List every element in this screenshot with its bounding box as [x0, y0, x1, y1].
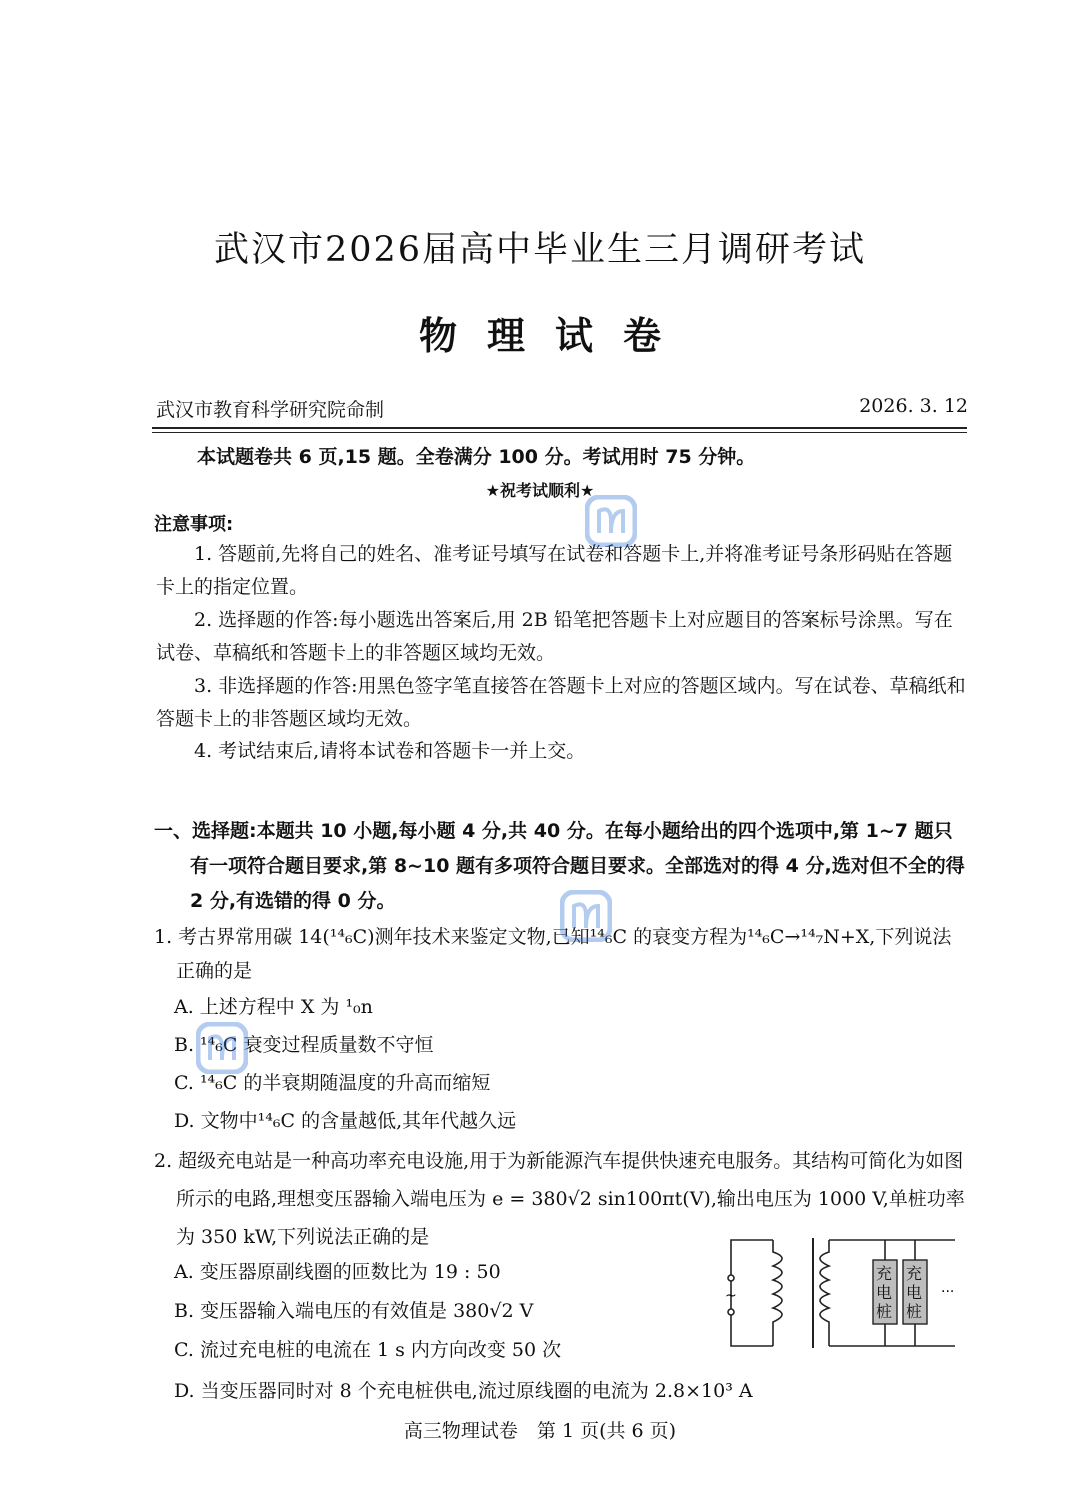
q2-option-d: D. 当变压器同时对 8 个充电桩供电,流过原线圈的电流为 2.8×10³ A — [174, 1380, 753, 1402]
q1-option-a: A. 上述方程中 X 为 ¹₀n — [174, 996, 373, 1018]
good-luck: ★祝考试顺利★ — [485, 481, 595, 500]
input-terminal — [728, 1275, 734, 1281]
note-3: 3. 非选择题的作答:用黑色签字笔直接答在答题卡上对应的答题区域内。写在试卷、草稿纸和答题卡上的非答题区域均无效。 — [156, 675, 966, 730]
issuer: 武汉市教育科学研究院命制 — [156, 399, 385, 421]
q2-option-b: B. 变压器输入端电压的有效值是 380√2 V — [174, 1300, 534, 1322]
more-piles-ellipsis: ··· — [941, 1284, 955, 1300]
q1-option-d: D. 文物中¹⁴₆C 的含量越低,其年代越久远 — [174, 1110, 517, 1132]
page-footer: 高三物理试卷 第 1 页(共 6 页) — [403, 1420, 677, 1442]
q1-option-c: C. ¹⁴₆C 的半衰期随温度的升高而缩短 — [174, 1072, 491, 1094]
subject-title: 物理试卷 — [418, 313, 691, 358]
note-2: 2. 选择题的作答:每小题选出答案后,用 2B 铅笔把答题卡上对应题目的答案标号涂黑。写在试卷、草稿纸和答题卡上的非答题区域均无效。 — [156, 609, 953, 664]
watermark-logo-icon — [585, 495, 637, 551]
charging-pile-2-label: 充电桩 — [906, 1264, 923, 1321]
secondary-coil — [820, 1240, 829, 1346]
q2-option-c: C. 流过充电桩的电流在 1 s 内方向改变 50 次 — [174, 1339, 562, 1361]
exam-info: 本试题卷共 6 页,15 题。全卷满分 100 分。考试用时 75 分钟。 — [197, 446, 756, 468]
q2-option-a: A. 变压器原副线圈的匝数比为 19 : 50 — [174, 1261, 501, 1283]
primary-coil — [773, 1240, 782, 1346]
header-rule-thin — [152, 432, 967, 433]
section-heading: 一、选择题:本题共 10 小题,每小题 4 分,共 40 分。在每小题给出的四个选项中,第 1~7 题只有一项符合题目要求,第 8~10 题有多项符合题目要求。全部选对的得 4 分,选对但不全的得 2 分,有选错的得 0 分。 — [154, 820, 965, 912]
primary-wire — [731, 1240, 773, 1346]
charging-pile-1-label: 充电桩 — [876, 1264, 893, 1321]
exam-title: 武汉市2026届高中毕业生三月调研考试 — [213, 230, 867, 270]
watermark-logo-icon — [196, 1022, 248, 1078]
q1-option-b: B. ¹⁴₆C 衰变过程质量数不守恒 — [174, 1034, 434, 1056]
question-1-stem: 1. 考古界常用碳 14(¹⁴₆C)测年技术来鉴定文物,已知¹⁴₆C 的衰变方程为¹⁴₆C→¹⁴₇N+X,下列说法正确的是 — [154, 926, 952, 982]
note-1: 1. 答题前,先将自己的姓名、准考证号填写在试卷和答题卡上,并将准考证号条形码贴在答题卡上的指定位置。 — [156, 543, 953, 598]
question-2-stem: 2. 超级充电站是一种高功率充电设施,用于为新能源汽车提供快速充电服务。其结构可简化为如图所示的电路,理想变压器输入端电压为 e = 380√2 sin100πt(V),输出电压为 1000 V,单桩功率为 350 kW,下列说法正确的是 — [154, 1150, 965, 1248]
header-rule — [152, 427, 967, 429]
ac-source-symbol: ~ — [725, 1288, 737, 1304]
transformer-circuit-diagram — [715, 1232, 975, 1354]
input-terminal — [728, 1309, 734, 1315]
note-4: 4. 考试结束后,请将本试卷和答题卡一并上交。 — [194, 740, 586, 762]
exam-date: 2026. 3. 12 — [859, 395, 968, 417]
notes-heading: 注意事项: — [154, 514, 234, 535]
watermark-logo-icon — [560, 890, 612, 946]
